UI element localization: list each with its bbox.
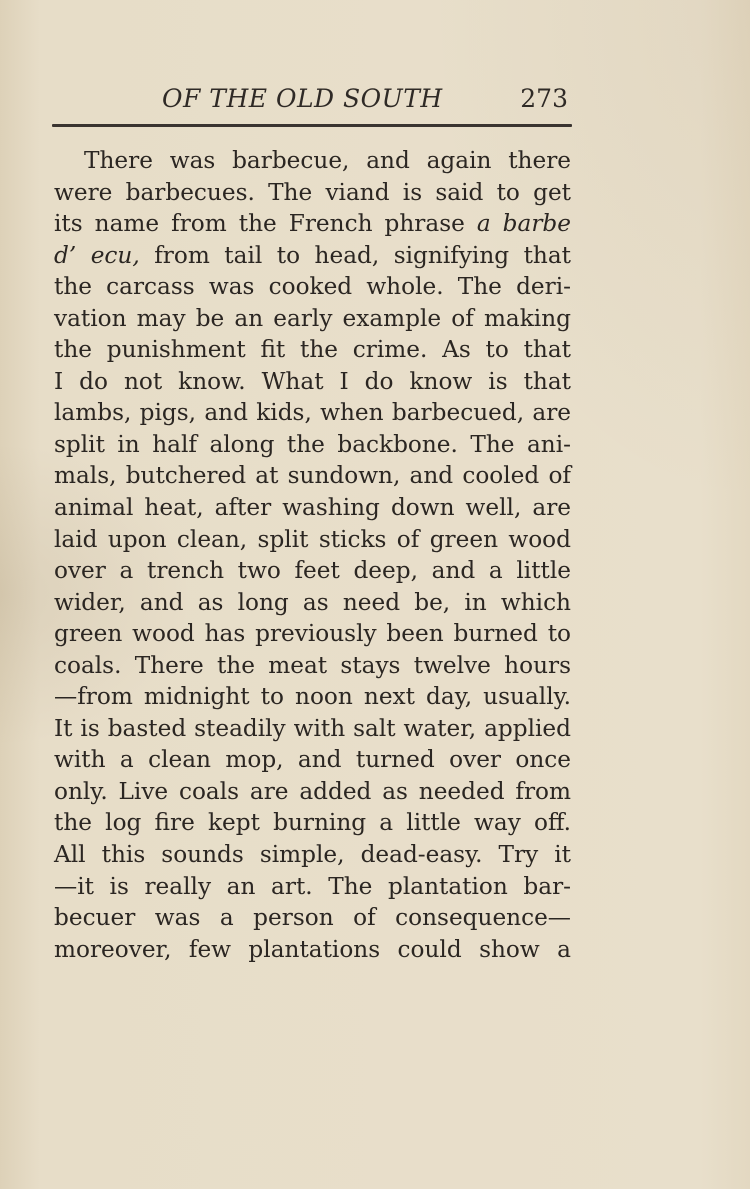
text-line: I do not know. What I do know is that bbox=[54, 367, 571, 395]
text-line: the log fire kept burning a little way off. bbox=[54, 809, 571, 837]
text-line: over a trench two feet deep, and a little bbox=[54, 557, 571, 585]
text-line: only. Live coals are added as needed from bbox=[54, 777, 571, 805]
text-line: the carcass was cooked whole. The deri- bbox=[54, 273, 571, 301]
text-line: —it is really an art. The plantation bar- bbox=[54, 872, 571, 900]
running-title: OF THE OLD SOUTH bbox=[162, 84, 443, 113]
text-line: with a clean mop, and turned over once bbox=[54, 746, 571, 774]
text-line: green wood has previously been burned to bbox=[54, 620, 571, 648]
text-line: moreover, few plantations could show a bbox=[54, 935, 571, 963]
text-line: becuer was a person of consequence— bbox=[54, 904, 571, 932]
text-line: the punishment fit the crime. As to that bbox=[54, 336, 571, 364]
text-line: split in half along the backbone. The ani- bbox=[54, 430, 571, 458]
text-segment: its name from the French phrase bbox=[54, 210, 477, 238]
text-line: coals. There the meat stays twelve hours bbox=[54, 651, 571, 679]
body-paragraph bbox=[54, 145, 571, 965]
italic-phrase: d’ ecu, bbox=[54, 241, 140, 269]
text-line bbox=[54, 240, 571, 272]
text-line: laid upon clean, split sticks of green wood bbox=[54, 525, 571, 553]
text-line: There was barbecue, and again there bbox=[84, 147, 571, 174]
text-line: It is basted steadily with salt water, applied bbox=[54, 714, 571, 742]
text-line: All this sounds simple, dead-easy. Try it bbox=[54, 841, 571, 869]
text-segment: from tail to head, signifying that bbox=[139, 241, 571, 269]
text-line: —from midnight to noon next day, usually. bbox=[54, 683, 571, 711]
text-line: mals, butchered at sundown, and cooled of bbox=[54, 462, 571, 490]
running-head bbox=[52, 84, 572, 120]
text-line: vation may be an early example of making bbox=[54, 304, 571, 332]
text-line: were barbecues. The viand is said to get bbox=[54, 178, 571, 206]
text-line: lambs, pigs, and kids, when barbecued, are bbox=[54, 399, 571, 427]
text-line: animal heat, after washing down well, are bbox=[54, 494, 571, 522]
header-rule bbox=[52, 124, 572, 127]
italic-phrase: a barbe bbox=[476, 210, 572, 238]
page-number: 273 bbox=[520, 84, 568, 113]
text-line: wider, and as long as need be, in which bbox=[54, 588, 571, 616]
text-line bbox=[54, 208, 571, 240]
